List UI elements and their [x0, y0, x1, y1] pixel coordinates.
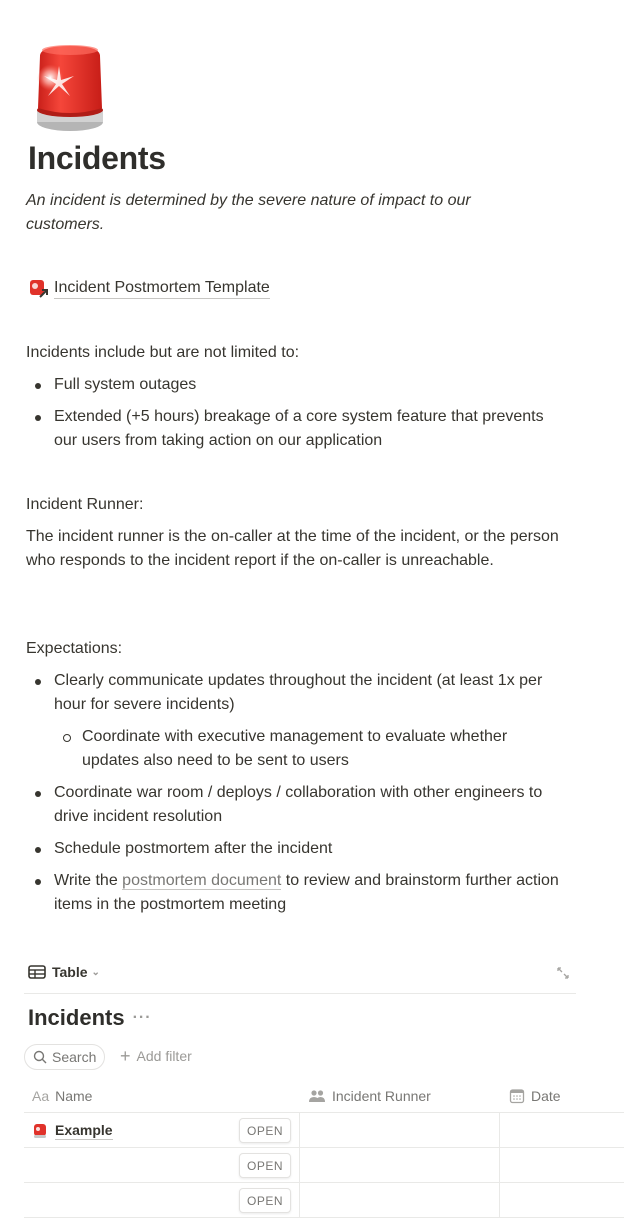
cell-name[interactable] [24, 1148, 300, 1183]
police-car-light-icon[interactable] [34, 44, 106, 134]
police-car-light-icon [33, 1123, 47, 1139]
cell-date[interactable] [500, 1148, 624, 1183]
people-icon [308, 1089, 326, 1103]
cell-name[interactable] [24, 1183, 300, 1218]
item-text: to review and brainstorm further action items in the postmortem meeting [54, 872, 559, 913]
search-label: Search [52, 1049, 97, 1065]
column-label: Name [55, 1087, 93, 1104]
plus-icon: + [120, 1046, 131, 1066]
incidents-table [24, 1078, 624, 1218]
list-item: Full system outages [26, 373, 566, 397]
includes-heading: Incidents include but are not limited to: [26, 344, 300, 361]
open-button[interactable]: OPEN [239, 1188, 291, 1213]
list-item: Extended (+5 hours) breakage of a core system feature that prevents our users from taking action on our application [26, 405, 566, 453]
column-label: Incident Runner [332, 1087, 431, 1104]
page-description: An incident is determined by the severe nature of impact to our customers. [26, 192, 471, 233]
expand-icon[interactable] [556, 966, 570, 980]
chevron-down-icon: ⌄ [91, 966, 100, 978]
table-icon [28, 965, 46, 979]
column-label: Date [531, 1087, 561, 1104]
database-toolbar [24, 960, 576, 994]
page-title: Incidents [28, 140, 166, 176]
table-row[interactable] [24, 1113, 624, 1148]
column-header-date[interactable] [509, 1078, 561, 1113]
search-icon [33, 1050, 47, 1064]
add-filter-button[interactable] [120, 1047, 192, 1065]
table-header [24, 1078, 624, 1113]
runner-heading: Incident Runner: [26, 496, 144, 513]
open-button[interactable]: OPEN [239, 1153, 291, 1178]
cell-incident-runner[interactable] [300, 1183, 500, 1218]
cell-date[interactable] [500, 1113, 624, 1148]
sub-list-item: Coordinate with executive management to evaluate whether updates also need to be sent to users [26, 725, 566, 773]
search-button[interactable] [24, 1044, 105, 1070]
list-item: Clearly communicate updates throughout the incident (at least 1x per hour for severe incidents) [26, 669, 566, 717]
column-header-incident-runner[interactable] [308, 1078, 431, 1113]
table-row[interactable] [24, 1183, 624, 1218]
runner-description: The incident runner is the on-caller at the time of the incident, or the person who responds to the incident report if the on-caller is unreachable. [26, 528, 559, 569]
list-item: Coordinate war room / deploys / collaboration with other engineers to drive incident resolution [26, 781, 566, 829]
database-title-text[interactable]: Incidents [28, 1005, 125, 1030]
calendar-icon [509, 1088, 525, 1104]
cell-incident-runner[interactable] [300, 1148, 500, 1183]
expectations-list [26, 669, 566, 925]
view-label: Table [52, 964, 88, 980]
list-item: Schedule postmortem after the incident [26, 837, 566, 861]
add-filter-label: Add filter [136, 1048, 192, 1064]
table-row[interactable] [24, 1148, 624, 1183]
postmortem-document-link[interactable]: postmortem document [122, 872, 282, 889]
cell-incident-runner[interactable] [300, 1113, 500, 1148]
cell-date[interactable] [500, 1183, 624, 1218]
linked-page-label[interactable]: Incident Postmortem Template [54, 278, 270, 299]
more-options-icon[interactable]: ··· [132, 1009, 152, 1026]
item-text: Write the [54, 872, 123, 889]
database-title [28, 1005, 152, 1031]
text-property-icon: Aa [32, 1087, 50, 1104]
open-button[interactable]: OPEN [239, 1118, 291, 1143]
list-item [26, 869, 566, 917]
includes-list [26, 373, 566, 461]
police-car-light-link-icon [28, 277, 50, 299]
cell-name[interactable] [24, 1113, 300, 1148]
view-selector-table[interactable] [28, 964, 100, 980]
linked-page-incident-postmortem-template[interactable] [28, 277, 270, 299]
row-title[interactable]: Example [55, 1122, 113, 1138]
expectations-heading: Expectations: [26, 640, 123, 657]
column-header-name[interactable] [32, 1078, 92, 1113]
